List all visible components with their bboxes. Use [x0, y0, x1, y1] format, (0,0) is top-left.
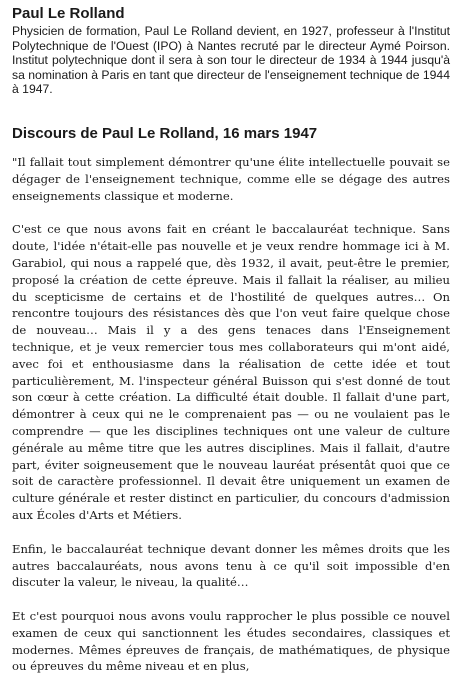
- speech-paragraph: C'est ce que nous avons fait en créant le baccalauréat technique. Sans doute, l'idée n'était-elle pas nouvelle et je veux rendre hommage ici à M. Garabiol, qui nous a rappelé que, dès 1932, il avait, peut-être le premier, proposé la création de cette épreuve. Mais il fallait la réaliser, au milieu du scepticisme de certains et de l'hostilité de quelques autres… On rencontre toujours des résistances dès que l'on veut faire quelque chose de nouveau… Mais il y a des gens tenaces dans l'Enseignement technique, et je veux remercier tous mes collaborateurs qui m'ont aidé, avec foi et enthousiasme dans la réalisation de cette idée et tout particulièrement, M. l'inspecteur général Buisson qui s'est donné de tout son cœur à cette création. La difficulté était double. Il fallait d'une part, démontrer à ceux qui ne le comprenaient pas — ou ne voulaient pas le comprendre — que les disciplines techniques ont une valeur de culture générale au même titre que les autres disciplines. Mais il fallait, d'autre part, éviter soigneusement que le nouveau lauréat présentât quoi que ce soit de caractère professionnel. Il devait être uniquement un examen de culture générale et rester distinct en particulier, du concours d'admission aux Écoles d'Arts et Métiers.: [12, 222, 450, 522]
- speech-section: [12, 125, 450, 675]
- speech-paragraph: "Il fallait tout simplement démontrer qu'une élite intellectuelle pouvait se dégager de l'enseignement technique, comme elle se dégage des autres enseignements classique et moderne.: [12, 154, 450, 203]
- bio-text: Physicien de formation, Paul Le Rolland devient, en 1927, professeur à l'Institut Polytechnique de l'Ouest (IPO) à Nantes recruté par le directeur Aymé Poirson. Institut polytechnique dont il sera à son tour le directeur de 1934 à 1944 jusqu'à sa nomination à Paris en tant que directeur de l'enseignement technique de 1944 à 1947.: [12, 24, 450, 97]
- bio-title: Paul Le Rolland: [12, 5, 125, 22]
- speech-paragraph: Enfin, le baccalauréat technique devant donner les mêmes droits que les autres baccalauréats, nous avons tenu à ce qu'il soit impossible d'en discuter la valeur, le niveau, la qualité…: [12, 541, 450, 590]
- speech-title: Discours de Paul Le Rolland, 16 mars 1947: [12, 124, 318, 142]
- speech-paragraph: Et c'est pourquoi nous avons voulu rapprocher le plus possible ce nouvel examen de ceux qui sanctionnent les études secondaires, classiques et modernes. Mêmes épreuves de français, de mathématiques, de physique ou épreuves du même niveau et en plus,: [12, 609, 450, 674]
- bio-section: [12, 5, 450, 97]
